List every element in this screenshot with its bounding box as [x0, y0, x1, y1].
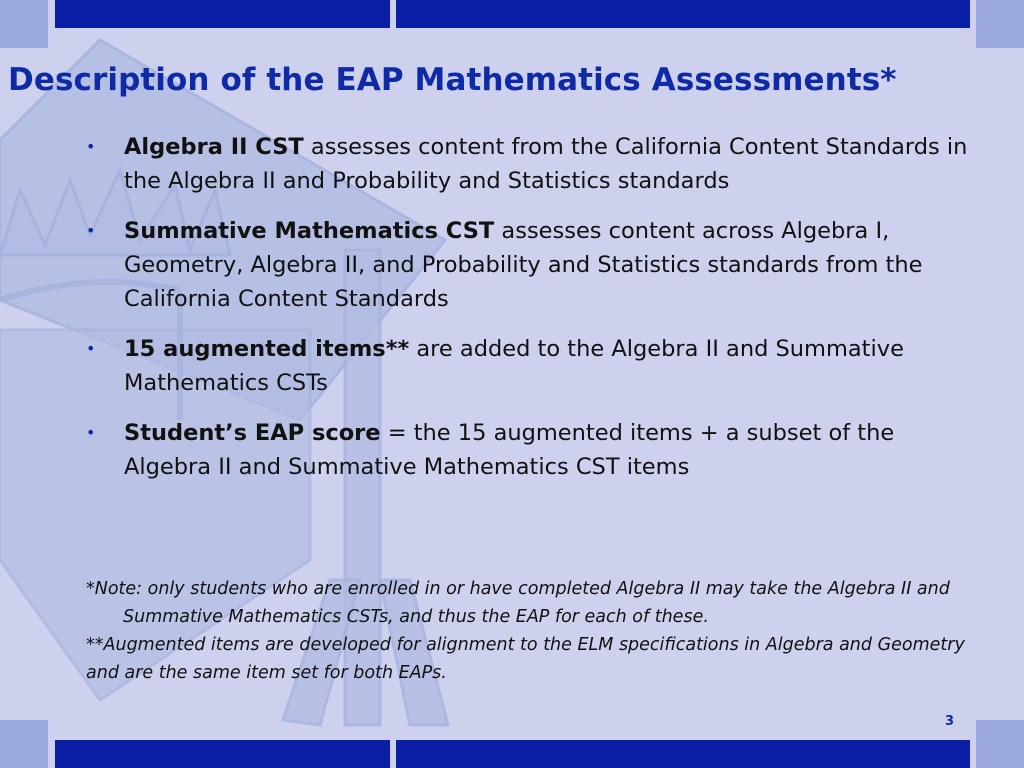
frame-bar-bottom-right [396, 740, 970, 768]
footnote-augmented-items: **Augmented items are developed for alignment to the ELM specifications in Algebra and Geometry and are the same item set for both EAPs. [86, 635, 965, 683]
bullet-item [86, 214, 976, 316]
bullet-icon: • [86, 221, 96, 240]
bullet-icon: • [86, 423, 96, 442]
bullet-text: assesses content across Algebra I, Geometry, Algebra II, and Probability and Statistics standards from the California Content Standards [124, 218, 923, 312]
bullet-text: assesses content from the California Content Standards in the Algebra II and Probability and Statistics standards [124, 134, 968, 194]
bullet-text: = the 15 augmented items + a subset of the Algebra II and Summative Mathematics CST items [124, 420, 895, 480]
footnote-eligibility: *Note: only students who are enrolled in or have completed Algebra II may take the Algebra II and Summative Mathematics CSTs, and thus the EAP for each of these. [86, 579, 950, 627]
footnotes [86, 575, 966, 687]
bullet-term: Student’s EAP score [124, 420, 381, 446]
frame-bar-top-right [396, 0, 970, 28]
frame-corner-bottom-right [976, 720, 1024, 768]
bullet-term: Summative Mathematics CST [124, 218, 495, 244]
bullet-item [86, 332, 976, 400]
bullet-list [86, 130, 976, 500]
frame-corner-top-left [0, 0, 48, 48]
bullet-text: are added to the Algebra II and Summative Mathematics CSTs [124, 336, 904, 396]
page-number: 3 [944, 714, 954, 729]
bullet-term: Algebra II CST [124, 134, 304, 160]
frame-corner-bottom-left [0, 720, 48, 768]
slide-title: Description of the EAP Mathematics Assessments* [8, 62, 897, 98]
bullet-icon: • [86, 339, 96, 358]
frame-corner-top-right [976, 0, 1024, 48]
bullet-item [86, 130, 976, 198]
frame-bar-top-left [55, 0, 390, 28]
bullet-item [86, 416, 976, 484]
frame-bar-bottom-left [55, 740, 390, 768]
bullet-term: 15 augmented items** [124, 336, 410, 362]
bullet-icon: • [86, 137, 96, 156]
